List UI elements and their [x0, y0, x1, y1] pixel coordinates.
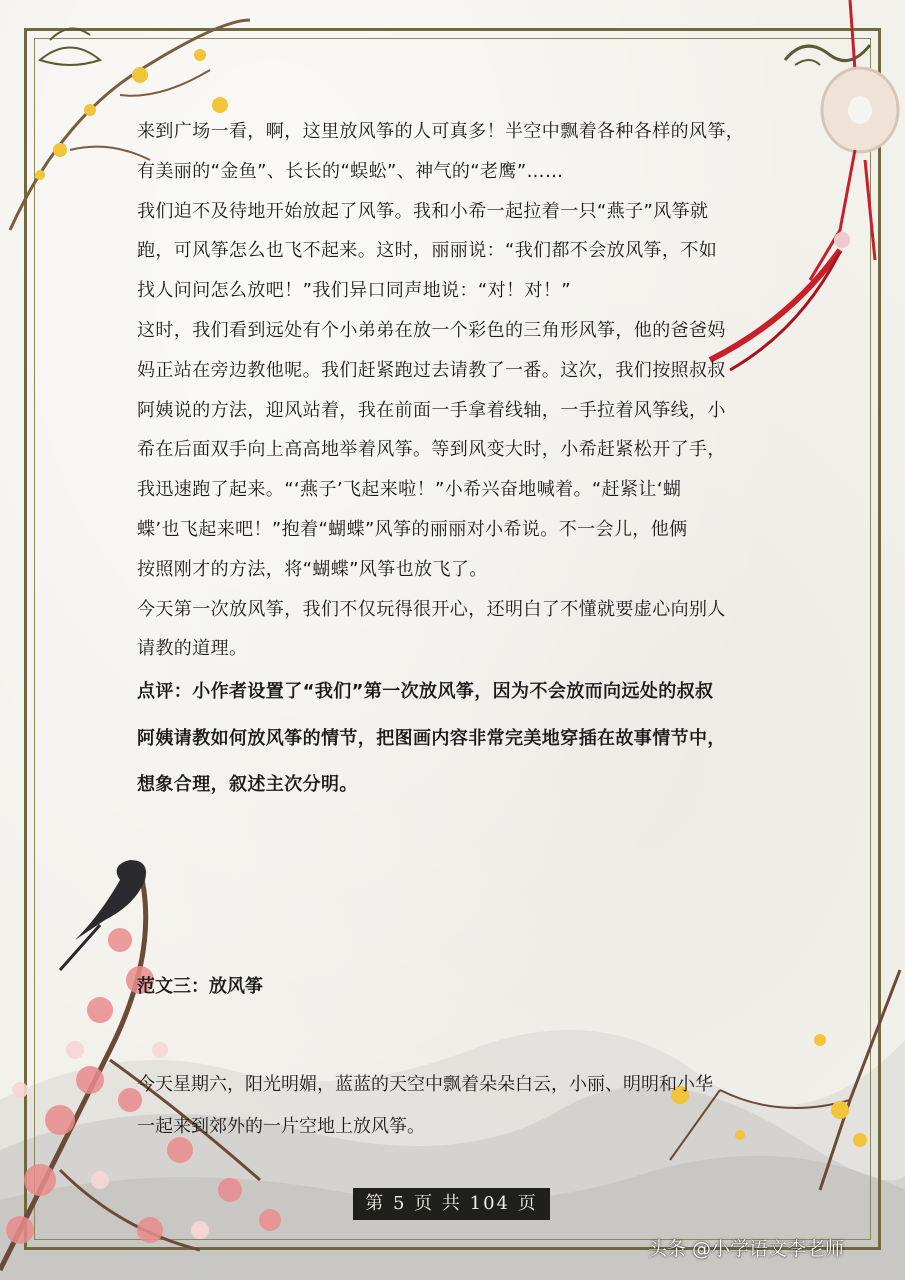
- paragraph-1: [137, 112, 777, 192]
- tail-paragraph: [137, 1064, 777, 1148]
- text-line: 蝶’也飞起来吧！”抱着“蝴蝶”风筝的丽丽对小希说。不一会儿，他俩: [137, 518, 688, 540]
- comment-line: 点评：小作者设置了“我们”第一次放风筝，因为不会放而向远处的叔叔: [137, 681, 714, 703]
- section-heading: 范文三：放风筝: [137, 976, 263, 997]
- text-line: 这时，我们看到远处有个小弟弟在放一个彩色的三角形风筝，他的爸爸妈: [137, 319, 726, 341]
- paragraph-3: [137, 311, 777, 590]
- text-line: 妈正站在旁边教他呢。我们赶紧跑过去请教了一番。这次，我们按照叔叔: [137, 359, 726, 381]
- paragraph-2: [137, 192, 777, 311]
- text-line: 有美丽的“金鱼”、长长的“蜈蚣”、神气的“老鹰”……: [137, 160, 564, 182]
- text-line: 今天第一次放风筝，我们不仅玩得很开心，还明白了不懂就要虚心向别人: [137, 598, 726, 620]
- text-line: 跑，可风筝怎么也飞不起来。这时，丽丽说：“我们都不会放风筝，不如: [137, 240, 718, 262]
- source-watermark: 头条 @小学语文李老师: [648, 1238, 845, 1260]
- text-line: 来到广场一看，啊，这里放风筝的人可真多！半空中飘着各种各样的风筝，: [137, 121, 745, 142]
- comment-paragraph: [137, 669, 777, 809]
- text-line: 希在后面双手向上高高地举着风筝。等到风变大时，小希赶紧松开了手，: [137, 439, 726, 461]
- text-line: 我迅速跑了起来。“‘燕子’飞起来啦！”小希兴奋地喊着。“赶紧让‘蝴: [137, 479, 682, 501]
- essay-body: [137, 112, 777, 809]
- text-line: 阿姨说的方法，迎风站着，我在前面一手拿着线轴，一手拉着风筝线，小: [137, 399, 726, 421]
- page-number-footer: 第 5 页 共 104 页: [353, 1188, 550, 1220]
- paragraph-4: [137, 590, 777, 670]
- comment-line: 阿姨请教如何放风筝的情节，把图画内容非常完美地穿插在故事情节中，: [137, 727, 726, 749]
- text-line: 今天星期六，阳光明媚，蓝蓝的天空中飘着朵朵白云，小丽、明明和小华: [137, 1074, 713, 1095]
- text-line: 请教的道理。: [137, 638, 248, 660]
- text-line: 一起来到郊外的一片空地上放风筝。: [137, 1116, 425, 1137]
- text-line: 我们迫不及待地开始放起了风筝。我和小希一起拉着一只“燕子”风筝就: [137, 200, 709, 222]
- text-line: 找人问问怎么放吧！”我们异口同声地说：“对！对！”: [137, 280, 571, 302]
- comment-line: 想象合理，叙述主次分明。: [137, 774, 358, 796]
- text-line: 按照刚才的方法，将“蝴蝶”风筝也放飞了。: [137, 558, 488, 580]
